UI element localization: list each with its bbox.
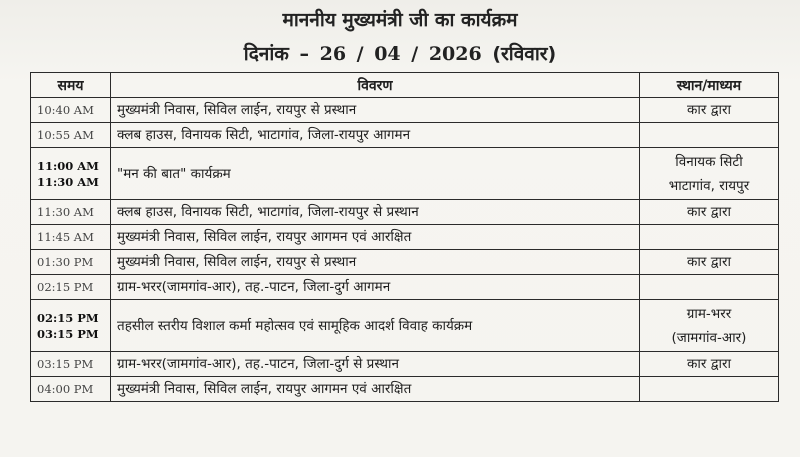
mode-cell: कार द्वारा xyxy=(640,250,779,275)
table-row xyxy=(31,123,779,148)
schedule-table xyxy=(30,72,779,402)
mode-cell xyxy=(640,148,779,200)
date-line xyxy=(0,40,800,66)
time-start: 02:15 PM xyxy=(37,310,99,325)
description-cell: ग्राम-भरर(जामगांव-आर), तह.-पाटन, जिला-दुर्ग आगमन xyxy=(111,275,640,300)
mode-cell xyxy=(640,377,779,402)
table-row xyxy=(31,148,779,200)
mode-cell: कार द्वारा xyxy=(640,352,779,377)
day-name: (रविवार) xyxy=(492,43,557,65)
time-start: 04:00 PM xyxy=(37,382,94,396)
time-cell xyxy=(31,275,111,300)
table-row xyxy=(31,98,779,123)
description-cell: मुख्यमंत्री निवास, सिविल लाईन, रायपुर आगमन एवं आरक्षित xyxy=(111,225,640,250)
mode-line-2: (जामगांव-आर) xyxy=(671,329,747,346)
column-header-description: विवरण xyxy=(111,73,640,98)
date-value: 26 / 04 / 2026 xyxy=(319,43,482,65)
column-header-place-mode: स्थान/माध्यम xyxy=(640,73,779,98)
table-header-row xyxy=(31,73,779,98)
time-end: 11:30 AM xyxy=(37,174,99,189)
description-cell: मुख्यमंत्री निवास, सिविल लाईन, रायपुर से प्रस्थान xyxy=(111,98,640,123)
page-title: माननीय मुख्यमंत्री जी का कार्यक्रम xyxy=(282,9,518,31)
time-start: 02:15 PM xyxy=(37,280,94,294)
table-row xyxy=(31,300,779,352)
description-cell: "मन की बात" कार्यक्रम xyxy=(111,148,640,200)
mode-line-1: विनायक सिटी xyxy=(675,153,743,170)
cropped-text-fragment xyxy=(120,0,500,4)
time-cell xyxy=(31,98,111,123)
description-cell: तहसील स्तरीय विशाल कर्मा महोत्सव एवं सामूहिक आदर्श विवाह कार्यक्रम xyxy=(111,300,640,352)
time-start: 11:00 AM xyxy=(37,158,99,173)
time-cell xyxy=(31,352,111,377)
table-row xyxy=(31,250,779,275)
mode-line-2: भाटागांव, रायपुर xyxy=(668,177,750,194)
time-start: 03:15 PM xyxy=(37,357,94,371)
time-start: 11:30 AM xyxy=(37,205,94,219)
time-start: 10:40 AM xyxy=(37,103,94,117)
description-cell: क्लब हाउस, विनायक सिटी, भाटागांव, जिला-रायपुर आगमन xyxy=(111,123,640,148)
table-row xyxy=(31,200,779,225)
mode-cell: कार द्वारा xyxy=(640,98,779,123)
time-cell xyxy=(31,300,111,352)
time-cell xyxy=(31,250,111,275)
mode-cell: कार द्वारा xyxy=(640,200,779,225)
column-header-time: समय xyxy=(31,73,111,98)
table-row xyxy=(31,377,779,402)
description-cell: मुख्यमंत्री निवास, सिविल लाईन, रायपुर से प्रस्थान xyxy=(111,250,640,275)
time-cell xyxy=(31,123,111,148)
time-cell xyxy=(31,377,111,402)
time-cell xyxy=(31,200,111,225)
time-cell xyxy=(31,148,111,200)
date-label: दिनांक – xyxy=(243,43,309,65)
time-end: 03:15 PM xyxy=(37,326,99,341)
description-cell: मुख्यमंत्री निवास, सिविल लाईन, रायपुर आगमन एवं आरक्षित xyxy=(111,377,640,402)
mode-cell xyxy=(640,275,779,300)
time-start: 11:45 AM xyxy=(37,230,94,244)
description-cell: क्लब हाउस, विनायक सिटी, भाटागांव, जिला-रायपुर से प्रस्थान xyxy=(111,200,640,225)
mode-cell xyxy=(640,300,779,352)
time-cell xyxy=(31,225,111,250)
mode-cell xyxy=(640,123,779,148)
table-row xyxy=(31,225,779,250)
table-row xyxy=(31,275,779,300)
mode-cell xyxy=(640,225,779,250)
description-cell: ग्राम-भरर(जामगांव-आर), तह.-पाटन, जिला-दुर्ग से प्रस्थान xyxy=(111,352,640,377)
mode-line-1: ग्राम-भरर xyxy=(686,305,732,322)
table-row xyxy=(31,352,779,377)
time-start: 10:55 AM xyxy=(37,128,94,142)
time-start: 01:30 PM xyxy=(37,255,94,269)
